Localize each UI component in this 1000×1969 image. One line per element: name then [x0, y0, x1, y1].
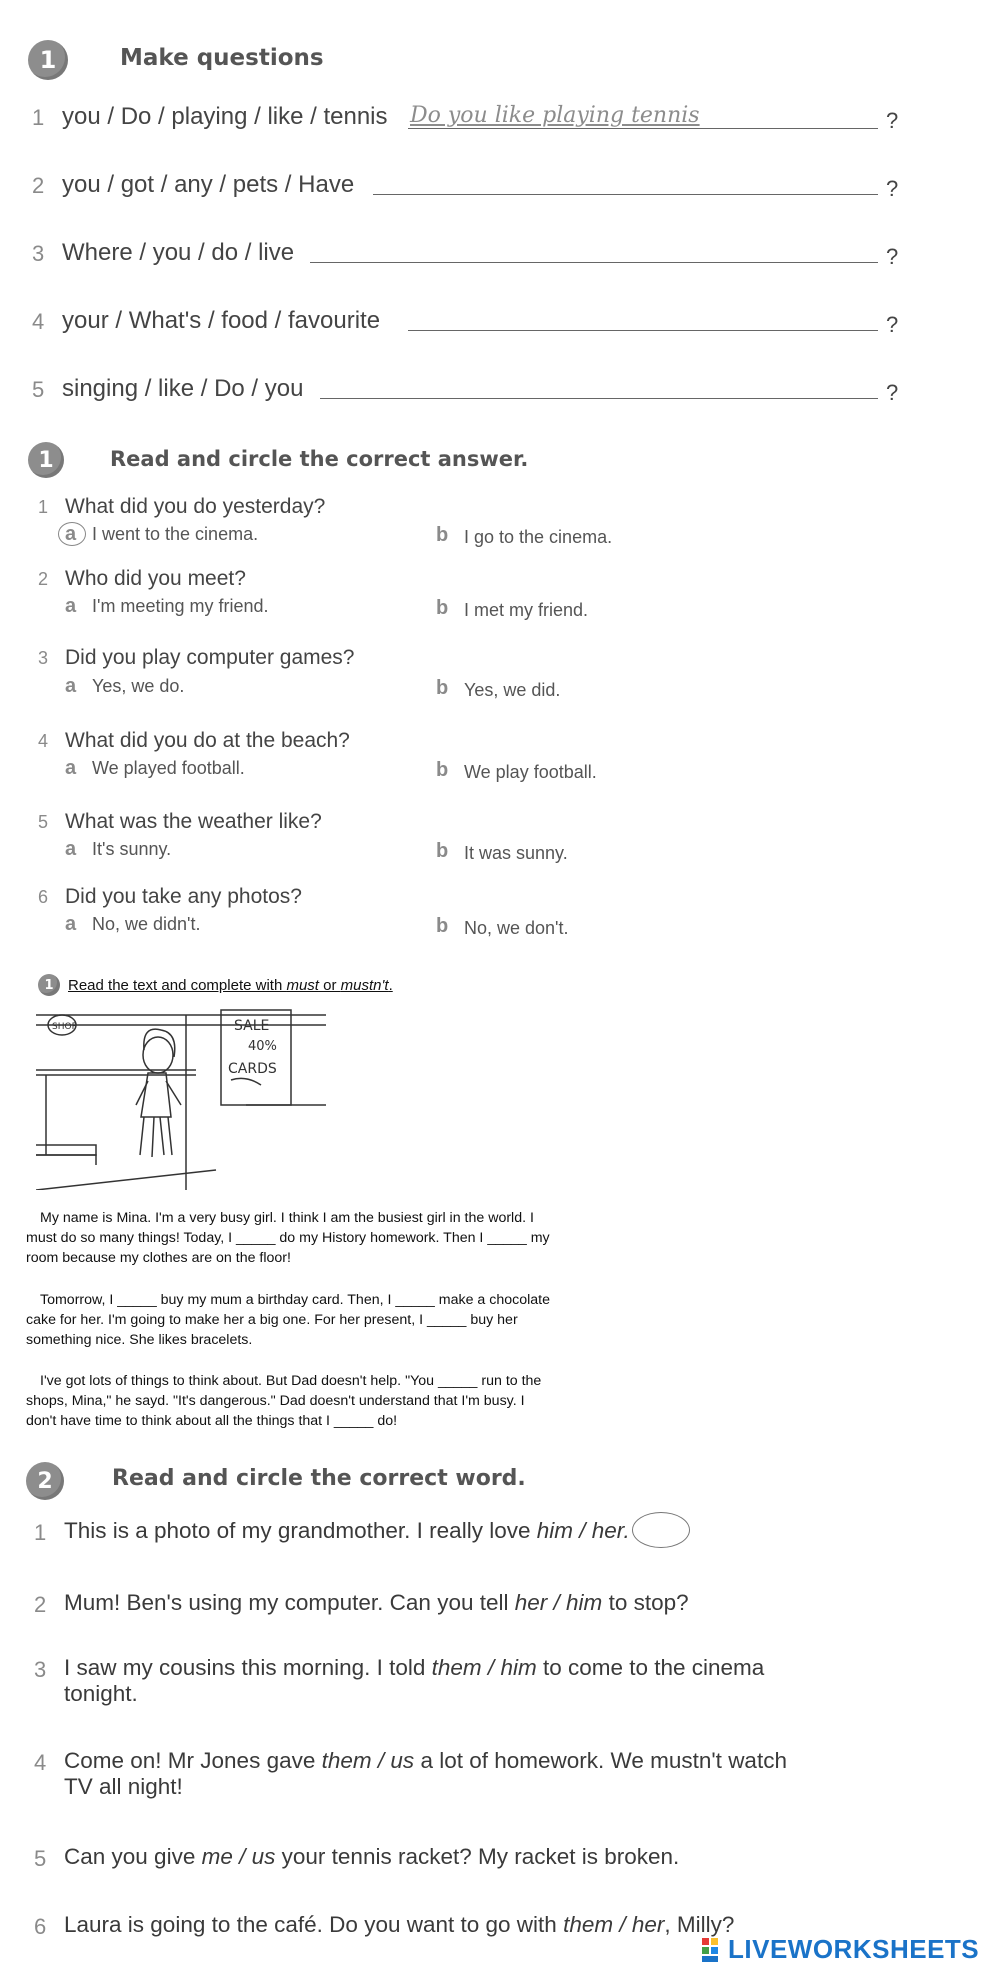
sentence-text: Laura is going to the café. Do you want to go with [64, 1912, 564, 1937]
section-3-badge: 1 [38, 974, 60, 996]
answer-field[interactable]: Do you like playing tennis [410, 103, 700, 128]
option-b[interactable]: I go to the cinema. [464, 527, 613, 547]
option-b[interactable]: Yes, we did. [464, 680, 561, 700]
question-mark: ? [886, 244, 899, 269]
paragraph-2-line-1: Tomorrow, I _____ buy my mum a birthday card. Then, I _____ make a chocolate [40, 1292, 550, 1308]
word-option[interactable]: them [431, 1655, 482, 1680]
item-number: 1 [38, 497, 49, 517]
option-a[interactable]: I'm meeting my friend. [92, 596, 269, 616]
word-option[interactable]: us [251, 1844, 276, 1869]
sentence [64, 1590, 689, 1616]
word-option[interactable]: me [201, 1844, 233, 1869]
answer-line [408, 128, 878, 129]
word-option[interactable]: him [536, 1518, 573, 1543]
title-must: must [286, 977, 319, 994]
question-prompt: you / Do / playing / like / tennis [62, 103, 388, 130]
item-number: 4 [34, 1750, 47, 1775]
sentence [64, 1844, 679, 1870]
question-mark: ? [886, 380, 899, 405]
question-text: What was the weather like? [65, 810, 322, 833]
liveworksheets-logo-icon [702, 1936, 728, 1964]
item-number: 6 [38, 887, 49, 907]
question-prompt: your / What's / food / favourite [62, 307, 381, 334]
sign-cards: CARDS [228, 1061, 277, 1077]
option-b[interactable]: We play football. [464, 762, 597, 782]
item-number: 3 [32, 241, 45, 266]
option-letter[interactable]: b [436, 524, 449, 546]
sentence-continued: tonight. [64, 1681, 138, 1706]
item-number: 1 [32, 105, 45, 130]
question-text: Who did you meet? [65, 567, 246, 590]
sentence-text: This is a photo of my grandmother. I really love [64, 1518, 537, 1543]
question-text: Did you take any photos? [65, 885, 302, 908]
item-number: 2 [34, 1592, 47, 1617]
sentence [64, 1655, 764, 1681]
word-option[interactable]: them [563, 1912, 614, 1937]
option-letter[interactable]: b [436, 597, 449, 619]
question-text: Did you play computer games? [65, 646, 355, 669]
question-prompt: you / got / any / pets / Have [62, 171, 355, 198]
question-mark: ? [886, 176, 899, 201]
item-number: 2 [38, 569, 49, 589]
shop-illustration [36, 1005, 326, 1190]
answer-circle [632, 1512, 690, 1548]
sign-shop: SHOP [52, 1022, 77, 1032]
question-text: What did you do at the beach? [65, 729, 350, 752]
word-option[interactable]: them [321, 1748, 372, 1773]
liveworksheets-brand[interactable]: LIVEWORKSHEETS [728, 1934, 980, 1964]
option-letter[interactable]: a [65, 913, 77, 935]
paragraph-2-line-2: cake for her. I'm going to make her a big one. For her present, I _____ buy her [26, 1312, 518, 1328]
sign-percent: 40% [248, 1039, 277, 1054]
option-letter[interactable]: b [436, 759, 449, 781]
slash: / [232, 1844, 252, 1869]
option-letter[interactable]: a [65, 838, 77, 860]
option-a[interactable]: I went to the cinema. [92, 524, 259, 544]
sentence-continued: TV all night! [64, 1774, 183, 1799]
word-option[interactable]: him [566, 1590, 603, 1615]
option-letter[interactable]: a [65, 757, 77, 779]
item-number: 4 [32, 309, 45, 334]
item-number: 5 [34, 1846, 47, 1871]
title-mustnt: mustn't [340, 977, 389, 994]
option-b[interactable]: No, we don't. [464, 918, 569, 938]
option-a[interactable]: Yes, we do. [92, 676, 185, 696]
answer-field[interactable] [408, 330, 878, 331]
paragraph-1-line-1: My name is Mina. I'm a very busy girl. I think I am the busiest girl in the world. I [40, 1210, 534, 1226]
option-letter[interactable]: a [65, 675, 77, 697]
question-mark: ? [886, 312, 899, 337]
paragraph-3-line-2: shops, Mina," he sayd. "It's dangerous." Dad doesn't understand that I'm busy. I [26, 1393, 525, 1409]
item-number: 3 [38, 648, 49, 668]
paragraph-2-line-3: something nice. She likes bracelets. [26, 1332, 253, 1348]
sentence-text: a lot of homework. We mustn't watch [414, 1748, 787, 1773]
question-prompt: Where / you / do / live [62, 239, 295, 266]
option-letter[interactable]: b [436, 840, 449, 862]
sentence [64, 1912, 734, 1938]
sentence-text: to stop? [602, 1590, 689, 1615]
section-2-badge: 1 [28, 442, 64, 478]
sentence-text: to come to the cinema [536, 1655, 765, 1680]
section-1-title: Make questions [120, 45, 324, 71]
answer-field[interactable] [320, 398, 878, 399]
paragraph-3-line-3: don't have time to think about all the things that I _____ do! [26, 1413, 398, 1429]
sentence-text: I saw my cousins this morning. I told [64, 1655, 432, 1680]
option-letter[interactable]: a [65, 595, 77, 617]
option-a[interactable]: No, we didn't. [92, 914, 201, 934]
slash: / [573, 1518, 592, 1543]
sentence-text: Mum! Ben's using my computer. Can you tell [64, 1590, 515, 1615]
sentence-text: Can you give [64, 1844, 202, 1869]
answer-field[interactable] [310, 262, 878, 263]
section-3-title [68, 977, 393, 994]
section-1-badge: 1 [28, 40, 68, 80]
section-4-title: Read and circle the correct word. [112, 1466, 526, 1491]
paragraph-1-line-3: room because my clothes are on the floor! [26, 1250, 291, 1266]
paragraph-3-line-1: I've got lots of things to think about. But Dad doesn't help. "You _____ run to the [40, 1373, 542, 1389]
title-text: Read the text and complete with [68, 977, 287, 994]
option-b[interactable]: It was sunny. [464, 843, 568, 863]
slash: / [613, 1912, 632, 1937]
title-or: or [318, 977, 341, 994]
question-prompt: singing / like / Do / you [62, 375, 304, 402]
answer-field[interactable] [373, 194, 878, 195]
option-letter[interactable]: a [65, 523, 77, 545]
sentence-text: Come on! Mr Jones gave [64, 1748, 322, 1773]
question-mark: ? [886, 108, 899, 133]
item-number: 2 [32, 173, 45, 198]
title-end: . [388, 977, 393, 994]
option-letter[interactable]: b [436, 915, 449, 937]
option-a[interactable]: We played football. [92, 758, 245, 778]
section-2-title: Read and circle the correct answer. [110, 447, 529, 471]
item-number: 1 [34, 1520, 47, 1545]
paragraph-1-line-2: must do so many things! Today, I _____ do my History homework. Then I _____ my [26, 1230, 550, 1246]
word-option[interactable]: her [514, 1590, 548, 1615]
option-letter[interactable]: b [436, 677, 449, 699]
word-option[interactable]: her [631, 1912, 665, 1937]
sentence-text: your tennis racket? My racket is broken. [275, 1844, 680, 1869]
slash: / [371, 1748, 391, 1773]
sentence-text: , Milly? [664, 1912, 735, 1937]
option-a[interactable]: It's sunny. [92, 839, 172, 859]
section-4-badge: 2 [26, 1462, 64, 1500]
word-option[interactable]: him [500, 1655, 537, 1680]
word-option[interactable]: her. [591, 1518, 630, 1543]
option-b[interactable]: I met my friend. [464, 600, 589, 620]
sign-sale: SALE [234, 1018, 270, 1034]
item-number: 5 [38, 812, 49, 832]
slash: / [547, 1590, 567, 1615]
item-number: 6 [34, 1914, 47, 1939]
slash: / [481, 1655, 501, 1680]
question-text: What did you do yesterday? [65, 495, 326, 518]
sentence [64, 1518, 630, 1544]
item-number: 5 [32, 377, 45, 402]
item-number: 4 [38, 731, 49, 751]
sentence [64, 1748, 787, 1774]
item-number: 3 [34, 1657, 47, 1682]
word-option[interactable]: us [390, 1748, 415, 1773]
